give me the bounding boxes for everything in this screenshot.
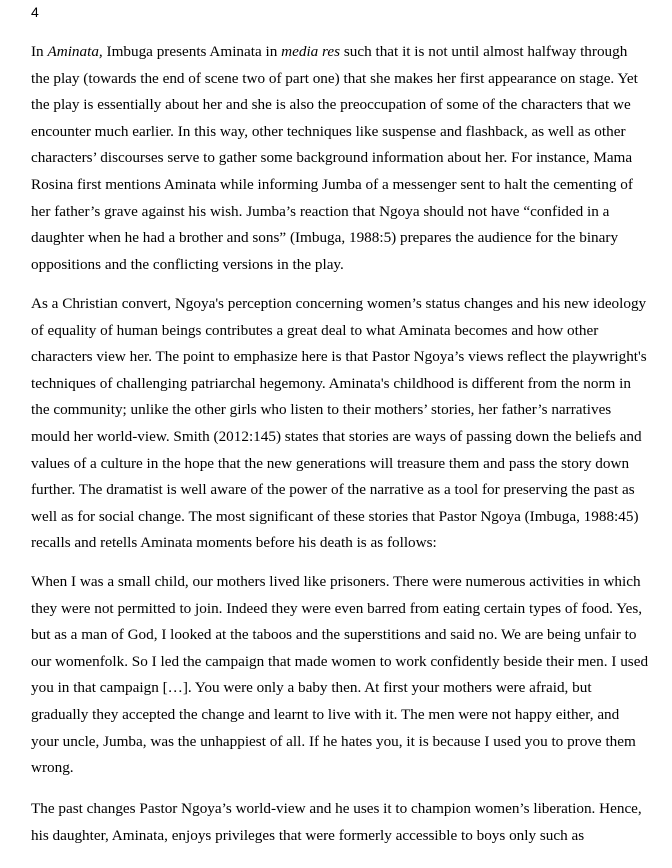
text-run: daughter when he had a brother and sons” (Imbuga, 1988:5) prepares the audience for the binary [31, 229, 619, 247]
text-line [31, 755, 655, 782]
italic-text: media res [281, 43, 341, 60]
text-line [31, 66, 655, 93]
text-line [31, 504, 655, 531]
text-line [31, 92, 655, 119]
text-run: encounter much earlier. In this way, other techniques like suspense and flashback, as well as other [31, 122, 626, 140]
page-number: 4 [31, 4, 39, 20]
text-run: you in that campaign […]. You were only a baby then. At first your mothers were afraid, but [31, 679, 592, 697]
paragraph-block-quote [31, 569, 655, 782]
text-line [31, 344, 655, 371]
text-line [31, 477, 655, 504]
text-run: mould her world-view. Smith (2012:145) states that stories are ways of passing down the beliefs and [31, 427, 642, 445]
text-run: they were not permitted to join. Indeed they were even barred from eating certain types of food. Yes, [31, 599, 643, 617]
text-run: When I was a small child, our mothers lived like prisoners. There were numerous activities in which [31, 573, 641, 590]
text-run: Imbuga presents Aminata in [102, 43, 282, 60]
text-line [31, 596, 655, 623]
text-run: recalls and retells Aminata moments before his death is as follows: [31, 534, 437, 552]
text-run: techniques of challenging patriarchal hegemony. Aminata's childhood is different from the norm in [31, 374, 631, 392]
text-line [31, 39, 655, 66]
text-run: his daughter, Aminata, enjoys privileges that were formerly accessible to boys only such as [31, 826, 585, 844]
text-run: The past changes Pastor Ngoya’s world-view and he uses it to champion women’s liberation. Hence, [31, 800, 642, 817]
text-run: the play is essentially about her and she is also the preoccupation of some of the characters that we [31, 96, 631, 114]
text-line [31, 172, 655, 199]
text-run: gradually they accepted the change and learnt to live with it. The men were not happy either, and [31, 705, 620, 723]
paragraph-introduction [31, 39, 655, 278]
text-run: such that it is not until almost halfway through [340, 43, 628, 60]
text-line [31, 252, 655, 279]
paragraph-womens-liberation [31, 796, 655, 849]
text-line [31, 291, 655, 318]
paragraph-ngoya-perception [31, 291, 655, 557]
text-run: values of a culture in the hope that the new generations will treasure them and pass the story down [31, 454, 630, 472]
text-line [31, 145, 655, 172]
text-run: her father’s grave against his wish. Jumba’s reaction that Ngoya should not have “confided in a [31, 202, 610, 220]
text-line [31, 371, 655, 398]
text-line [31, 796, 655, 823]
text-run: As a Christian convert, Ngoya's perception concerning women’s status changes and his new ideology [31, 295, 647, 312]
text-run: further. The dramatist is well aware of the power of the narrative as a tool for preserving the past as [31, 481, 635, 499]
text-run: your uncle, Jumba, was the unhappiest of all. If he hates you, it is because I used you to prove them [31, 732, 636, 750]
text-run: but as a man of God, I looked at the taboos and the superstitions and said no. We are being unfair to [31, 626, 637, 644]
text-run: wrong. [31, 759, 74, 777]
text-line [31, 225, 655, 252]
text-line [31, 729, 655, 756]
text-run: our womenfolk. So I led the campaign that made women to work confidently beside their men. I used [31, 652, 649, 670]
text-run: the community; unlike the other girls who listen to their mothers’ stories, her father’s narratives [31, 401, 612, 419]
text-line [31, 424, 655, 451]
text-run: characters view her. The point to emphasize here is that Pastor Ngoya’s views reflect the playwright's [31, 348, 647, 366]
text-line [31, 318, 655, 345]
text-line [31, 397, 655, 424]
text-line [31, 702, 655, 729]
text-run: of equality of human beings contributes a great deal to what Aminata becomes and how other [31, 321, 599, 339]
text-run: characters’ discourses serve to gather some background information about her. For instance, Mama [31, 149, 633, 167]
text-line [31, 622, 655, 649]
text-line [31, 569, 655, 596]
text-run: In [31, 43, 48, 60]
text-run: oppositions and the conflicting versions in the play. [31, 255, 344, 273]
text-line [31, 199, 655, 226]
text-line [31, 119, 655, 146]
text-line [31, 530, 655, 557]
text-run: Rosina first mentions Aminata while informing Jumba of a messenger sent to halt the cementing of [31, 175, 633, 193]
text-run: the play (towards the end of scene two of part one) that she makes her first appearance on stage. Yet [31, 69, 638, 87]
text-line [31, 649, 655, 676]
text-run: well as for social change. The most significant of these stories that Pastor Ngoya (Imbuga, 1988:45) [31, 507, 639, 525]
italic-text: Aminata, [47, 43, 103, 60]
text-line [31, 451, 655, 478]
text-line [31, 675, 655, 702]
text-line [31, 823, 655, 850]
